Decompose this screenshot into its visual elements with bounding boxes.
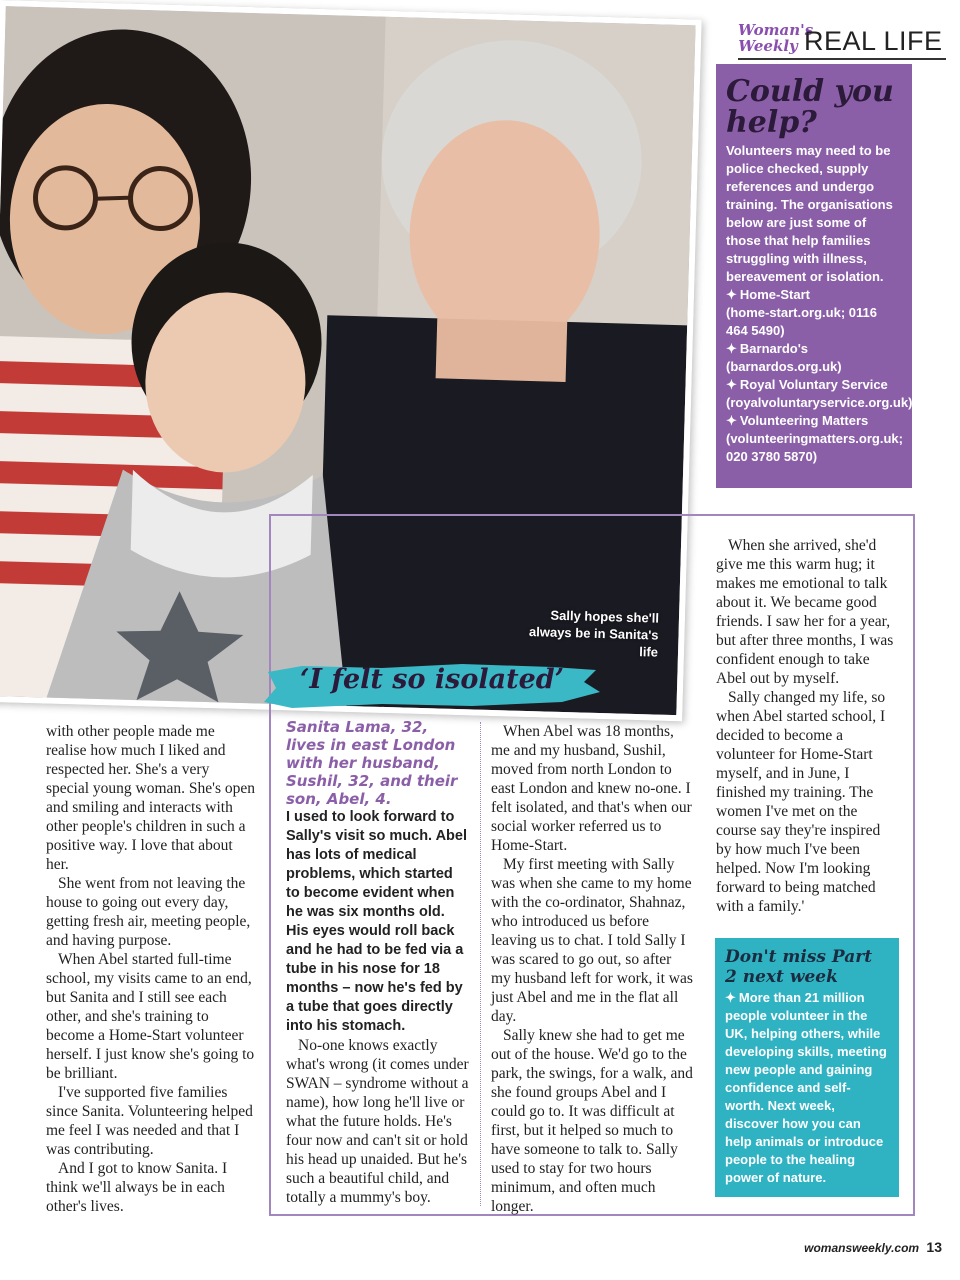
organisation-name: Royal Voluntary Service — [739, 377, 888, 392]
paragraph: Sally changed my life, so when Abel started school, I decided to become a volunteer for Home-Start myself, and in June, I finished my training. The women I've met on the course say they're inspired by how much I've been helped. Now I'm looking forward to being matched with a family.' — [716, 689, 886, 915]
standfirst: Sanita Lama, 32, lives in east London with her husband, Sushil, 32, and their son, Abel, 4. — [286, 718, 458, 808]
organisation-item — [726, 412, 902, 466]
clover-bullet-icon: ✦ — [725, 990, 736, 1005]
organisation-details: (barnardos.org.uk) — [726, 359, 842, 374]
dont-miss-box — [715, 938, 899, 1197]
paragraph: I've supported five families since Sanita. Volunteering helped me feel I was needed and that I was contributing. — [46, 1084, 253, 1158]
organisation-item — [726, 286, 902, 340]
organisation-name: Home-Start — [739, 287, 810, 302]
column-divider — [480, 722, 481, 1206]
paragraph: And I got to know Sanita. I think we'll always be in each other's lives. — [46, 1160, 228, 1215]
brand-logo — [738, 21, 814, 60]
paragraph: When Abel started full-time school, my visits came to an end, but Sanita and I still see each other, and she's training to become a Home-Start volunteer herself. I just know she's going to be brilliant. — [46, 951, 255, 1082]
paragraph: When Abel was 18 months, me and my husband, Sushil, moved from north London to east London and knew no-one. I felt isolated, and that's when our social worker referred us to Home-Start. — [491, 723, 692, 854]
clover-bullet-icon: ✦ — [726, 287, 737, 302]
section-title: REAL LIFE — [804, 26, 943, 56]
page-number: 13 — [926, 1239, 942, 1255]
brand-line-1: Woman's — [738, 21, 814, 39]
photo-caption: Sally hopes she'll always be in Sanita's life — [528, 607, 660, 660]
organisation-name: Volunteering Matters — [739, 413, 869, 428]
organisation-list — [726, 286, 913, 466]
column-2 — [286, 718, 470, 1207]
organisation-details: (royalvoluntaryservice.org.uk) — [726, 395, 913, 410]
clover-bullet-icon: ✦ — [726, 377, 737, 392]
clover-bullet-icon: ✦ — [726, 341, 737, 356]
dont-miss-body — [725, 989, 889, 1187]
clover-bullet-icon: ✦ — [726, 413, 737, 428]
paragraph: When she arrived, she'd give me this warm hug; it makes me emotional to talk about it. We became good friends. I saw her for a year, but after three months, I was confident enough to take Abel out by myself. — [716, 537, 894, 687]
column-3 — [491, 722, 693, 1216]
organisation-name: Barnardo's — [739, 341, 809, 356]
story-title: ‘I felt so isolated’ — [299, 664, 565, 695]
paragraph: Sally knew she had to get me out of the house. We'd go to the park, the swings, for a walk, and she found groups Abel and I could go to. It was difficult at first, but it helped so much to have someone to talk to. Sally used to stay for two hours minimum, and often much longer. — [491, 1027, 693, 1215]
dont-miss-title: Don't miss Part 2 next week — [725, 947, 873, 987]
help-intro: Volunteers may need to be police checked, supply references and undergo training. The organisations below are just some of those that help families struggling with illness, bereavement or isolation. — [726, 143, 893, 284]
paragraph: My first meeting with Sally was when she came to my home with the co-ordinator, Shahnaz, who introduced us before leaving us to chat. I told Sally I was scared to go out, so after my husband left for work, it was just Abel and me in the flat all day. — [491, 856, 693, 1025]
header-divider — [738, 58, 946, 60]
help-sidebar — [716, 64, 912, 488]
organisation-details: (volunteeringmatters.org.uk; 020 3780 5870) — [726, 431, 903, 464]
organisation-details: (home-start.org.uk; 0116 464 5490) — [726, 305, 877, 338]
paragraph: with other people made me realise how much I liked and respected her. She's a very special young woman. She's open and smiling and interacts with other people's children in such a positive way. I love that about her. — [46, 723, 255, 873]
page-footer — [804, 1239, 942, 1255]
column-1 — [46, 722, 256, 1216]
brand-line-2: Weekly — [738, 37, 798, 55]
help-title: Could you help? — [726, 74, 894, 140]
dont-miss-text: More than 21 million people volunteer in the UK, helping others, while developing skills, meeting new people and gaining confidence and self-worth. Next week, discover how you can help animals or introduce people to the healing power of nature. — [725, 990, 887, 1185]
paragraph: No-one knows exactly what's wrong (it comes under SWAN – syndrome without a name), how long he'll live or what the future holds. He's four now and can't sit or hold his head up unaided. But he's such a beautiful child, and totally a mummy's boy. — [286, 1037, 469, 1206]
column-4 — [716, 536, 896, 916]
organisation-item — [726, 340, 902, 376]
organisation-item — [726, 376, 913, 412]
paragraph: She went from not leaving the house to going out every day, getting fresh air, meeting people, and having purpose. — [46, 875, 251, 949]
bold-intro: I used to look forward to Sally's visit so much. Abel has lots of medical problems, which started to become evident when he was six months old. His eyes would roll back and he had to be fed via a tube in his nose for 18 months – now he's fed by a tube that goes directly into his stomach. — [286, 809, 468, 1034]
footer-url: womansweekly.com — [804, 1241, 920, 1255]
